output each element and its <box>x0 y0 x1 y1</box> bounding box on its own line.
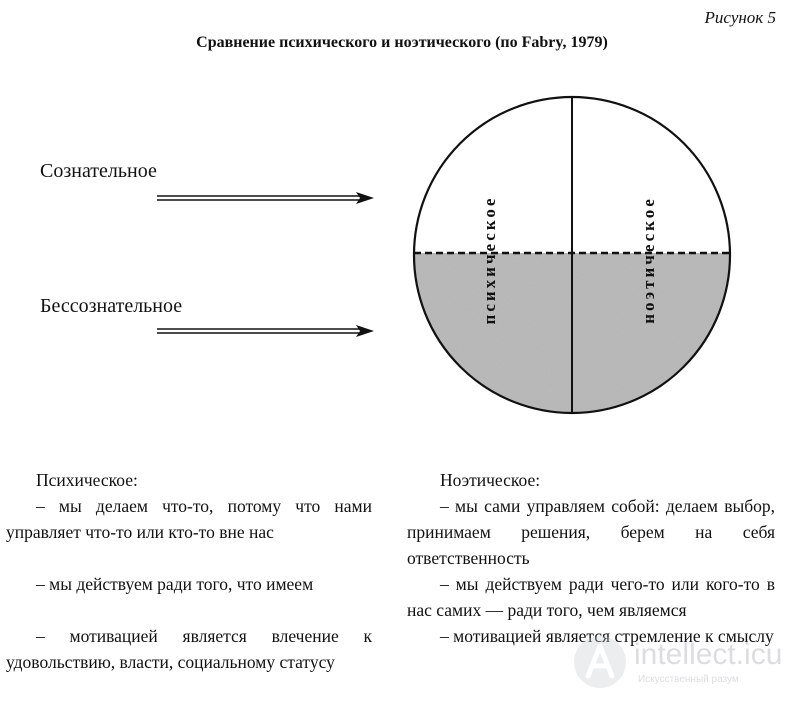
noetic-item-1: – мы сами управляем собой: делаем выбор, принимаем решения, берем на себя ответственность <box>407 496 775 568</box>
conscious-arrow <box>157 192 374 204</box>
psychic-item-1: – мы делаем что-то, потому что нами управляет что-то или кто-то вне нас <box>6 496 372 542</box>
noetic-item-3: – мотивацией является стремление к смыслу <box>440 626 774 646</box>
psychic-item-2: – мы действуем ради того, что имеем <box>36 574 314 594</box>
unconscious-label: Бессознательное <box>40 295 183 317</box>
watermark-brand: intellect.icu <box>634 638 783 671</box>
watermark-tagline: Искусственный разум <box>638 674 739 685</box>
psychic-heading: Психическое: <box>36 470 138 490</box>
unconscious-arrow <box>157 325 374 337</box>
noetic-item-2: – мы действуем ради чего-то или кого-то в нас самих — ради того, чем являемся <box>407 574 775 620</box>
conscious-label: Сознательное <box>40 160 157 182</box>
noetic-heading: Ноэтическое: <box>440 470 541 490</box>
noetic-half-label: ноэтическое <box>639 196 658 324</box>
a-logo-icon <box>572 634 628 690</box>
watermark <box>572 632 792 692</box>
psychic-item-3: – мотивацией является влечение к удовольствию, власти, социальному статусу <box>6 626 372 672</box>
figure-label: Рисунок 5 <box>704 8 776 27</box>
figure-title: Сравнение психического и ноэтического (по Fabry, 1979) <box>196 34 608 51</box>
psychic-column <box>6 467 372 675</box>
circle <box>414 97 730 413</box>
psychic-half-label: психическое <box>480 195 499 325</box>
noetic-column <box>407 467 775 649</box>
